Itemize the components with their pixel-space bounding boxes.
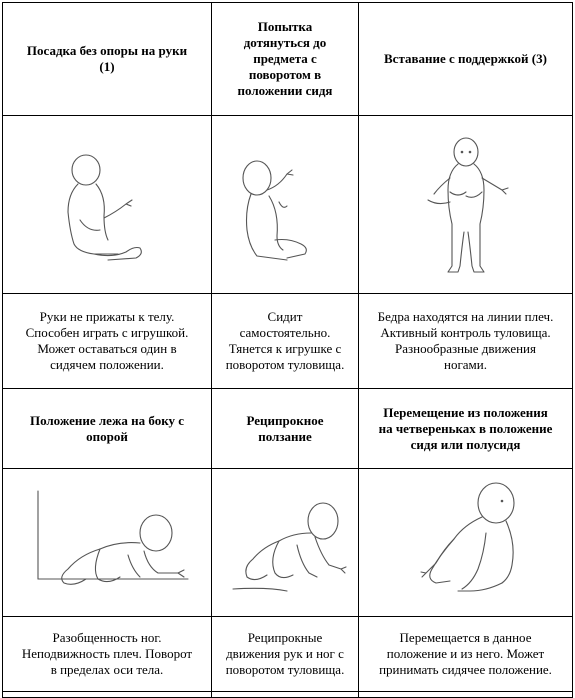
baby-quadruped-to-sit-icon (366, 473, 566, 613)
illustration-cell (3, 469, 212, 617)
description-cell: Перемещается в данное положение и из него. Может принимать сидячее положение. (359, 617, 573, 692)
header-cell: Вставание с поддержкой (3) (359, 3, 573, 116)
milestones-table (2, 2, 573, 698)
table-row (3, 294, 573, 389)
header-cell: Перемещение из положения на четвереньках в положение сидя или полусидя (359, 389, 573, 469)
illustration-cell (359, 469, 573, 617)
description-cell: Разобщенность ног. Неподвижность плеч. Поворот в пределах оси тела. (3, 617, 212, 692)
baby-standing-supported-icon (366, 120, 566, 290)
baby-crawling-icon (217, 473, 363, 613)
header-cell: Посадка без опоры на руки (1) (3, 3, 212, 116)
baby-side-lying-icon (8, 473, 208, 613)
illustration-cell (359, 116, 573, 294)
table-row (3, 389, 573, 469)
baby-sitting-icon (8, 120, 208, 290)
header-cell: Реципрокное ползание (212, 389, 359, 469)
illustration-cell (3, 116, 212, 294)
header-cell: Положение лежа на боку с опорой (3, 389, 212, 469)
description-cell: Реципрокные движения рук и ног с поворотом туловища. (212, 617, 359, 692)
baby-reaching-icon (217, 120, 363, 290)
description-cell: Сидит самостоятельно. Тянется к игрушке с поворотом туловища. (212, 294, 359, 389)
table-row (3, 3, 573, 116)
description-cell: Бедра находятся на линии плеч. Активный контроль туловища. Разнообразные движения ногами. (359, 294, 573, 389)
table-row (3, 617, 573, 692)
table-row (3, 116, 573, 294)
header-cell: Попытка дотянуться до предмета с поворотом в положении сидя (212, 3, 359, 116)
illustration-cell (212, 116, 359, 294)
table-row (3, 469, 573, 617)
description-cell: Руки не прижаты к телу. Способен играть с игрушкой. Может оставаться один в сидячем положении. (3, 294, 212, 389)
illustration-cell (212, 469, 359, 617)
